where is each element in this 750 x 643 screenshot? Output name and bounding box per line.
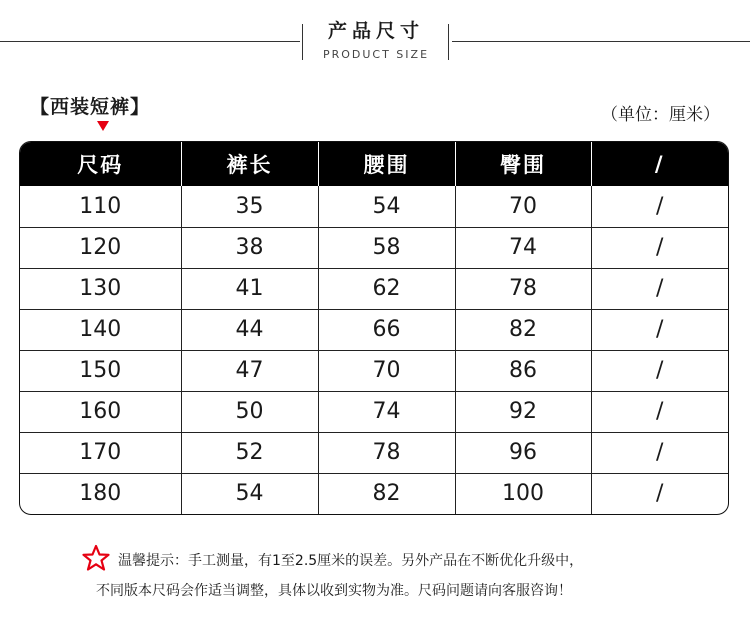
table-cell: 62 [318, 268, 455, 309]
table-cell: 140 [20, 309, 181, 350]
table-cell: 47 [181, 350, 318, 391]
table-row [20, 227, 728, 268]
column-header: 尺码 [20, 142, 181, 186]
table-cell: 130 [20, 268, 181, 309]
table-cell: 82 [318, 473, 455, 514]
size-table [19, 141, 729, 515]
table-cell: 35 [181, 186, 318, 227]
table-cell: 170 [20, 432, 181, 473]
title-line-right [452, 41, 750, 42]
table-row [20, 186, 728, 227]
table-cell: 180 [20, 473, 181, 514]
table-cell: 66 [318, 309, 455, 350]
table-cell: 92 [455, 391, 591, 432]
table-cell: 41 [181, 268, 318, 309]
table-cell: / [656, 193, 664, 219]
table-cell: / [591, 268, 728, 309]
table-cell: 78 [318, 432, 455, 473]
table-cell: 38 [181, 227, 318, 268]
table-cell: 52 [181, 432, 318, 473]
note-line-1: 温馨提示：手工测量，有1至2.5厘米的误差。另外产品在不断优化升级中， [118, 553, 584, 569]
table-cell: 74 [318, 391, 455, 432]
table-cell: / [591, 227, 728, 268]
table-cell: 96 [455, 432, 591, 473]
table-cell: 150 [20, 350, 181, 391]
star-outline-icon [82, 544, 110, 572]
table-cell: / [591, 391, 728, 432]
table-cell: 54 [181, 473, 318, 514]
column-header: 臀围 [455, 142, 591, 186]
table-cell: 78 [455, 268, 591, 309]
table-cell: 100 [455, 473, 591, 514]
table-cell: / [591, 473, 728, 514]
unit-label: （单位：厘米） [601, 105, 720, 125]
table-cell: 70 [318, 350, 455, 391]
page-subtitle: PRODUCT SIZE [322, 48, 430, 61]
table-row [20, 432, 728, 473]
table-cell: 110 [20, 186, 181, 227]
table-cell: 54 [318, 186, 455, 227]
table-row [20, 309, 728, 350]
page-title: 产品尺寸 [327, 20, 424, 42]
table-cell: 82 [455, 309, 591, 350]
section-label: 【西装短裤】 [30, 96, 151, 118]
table-cell: / [591, 350, 728, 391]
table-cell: 58 [318, 227, 455, 268]
table-row [20, 391, 728, 432]
table-header-row [20, 142, 728, 186]
table-cell: 50 [181, 391, 318, 432]
table-cell: 86 [455, 350, 591, 391]
table-row [20, 473, 728, 514]
column-header: 腰围 [318, 142, 455, 186]
title-divider-right [448, 24, 449, 60]
table-cell: 44 [181, 309, 318, 350]
table-cell: 120 [20, 227, 181, 268]
note-line-2: 不同版本尺码会作适当调整，具体以收到实物为准。尺码问题请向客服咨询！ [96, 583, 572, 599]
table-cell: 160 [20, 391, 181, 432]
title-line-left [0, 41, 300, 42]
table-cell: / [591, 432, 728, 473]
title-divider-left [302, 24, 303, 60]
table-cell: 74 [455, 227, 591, 268]
table-row [20, 350, 728, 391]
table-row [20, 268, 728, 309]
column-header: 裤长 [181, 142, 318, 186]
red-arrow-icon [97, 121, 109, 131]
column-header: / [654, 152, 665, 176]
table-cell: / [591, 309, 728, 350]
table-cell: 70 [455, 186, 591, 227]
